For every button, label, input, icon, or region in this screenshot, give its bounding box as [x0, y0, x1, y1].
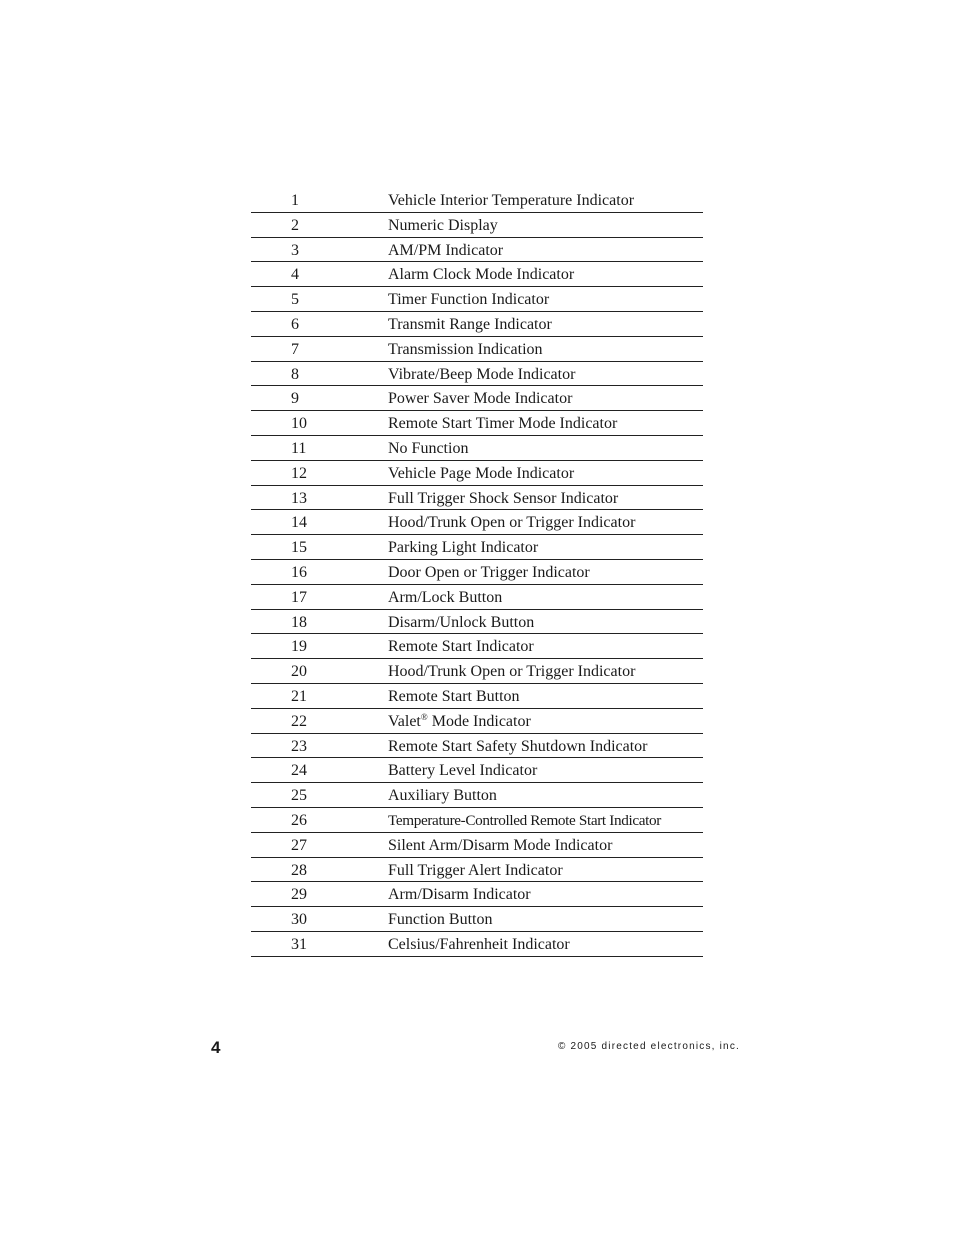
- item-number: 12: [291, 464, 307, 482]
- item-number: 11: [291, 439, 307, 457]
- item-label: Parking Light Indicator: [388, 539, 539, 557]
- legend-table: [251, 188, 703, 957]
- table-row: [251, 238, 703, 263]
- item-label: Arm/Disarm Indicator: [388, 886, 531, 904]
- item-number: 23: [291, 737, 307, 755]
- item-label: Vehicle Interior Temperature Indicator: [388, 192, 635, 209]
- item-number: 27: [291, 836, 307, 854]
- table-row: [251, 610, 703, 635]
- item-number: 15: [291, 539, 307, 557]
- item-number: 3: [291, 241, 299, 259]
- item-label: Alarm Clock Mode Indicator: [388, 266, 575, 284]
- table-row: [251, 907, 703, 932]
- registered-mark: ®: [420, 711, 428, 722]
- item-label: Disarm/Unlock Button: [388, 613, 535, 631]
- table-row: [251, 858, 703, 883]
- table-row: [251, 758, 703, 783]
- item-label: Transmit Range Indicator: [388, 315, 552, 333]
- item-label: Hood/Trunk Open or Trigger Indicator: [388, 663, 636, 681]
- table-row: [251, 461, 703, 486]
- item-label: Hood/Trunk Open or Trigger Indicator: [388, 514, 636, 532]
- item-number: 17: [291, 588, 307, 606]
- table-row: [251, 386, 703, 411]
- item-number: 24: [291, 762, 307, 780]
- table-row: [251, 734, 703, 759]
- item-number: 5: [291, 291, 299, 309]
- table-row: [251, 535, 703, 560]
- item-label: Power Saver Mode Indicator: [388, 390, 573, 408]
- table-row: [251, 783, 703, 808]
- table-row: [251, 585, 703, 610]
- item-number: 29: [291, 886, 307, 904]
- table-row: [251, 436, 703, 461]
- item-label-text: Valet: [388, 712, 421, 730]
- item-number: 8: [291, 365, 299, 383]
- copyright-notice: © 2005 directed electronics, inc.: [557, 1041, 740, 1052]
- item-number: 4: [291, 266, 299, 284]
- table-row: [251, 882, 703, 907]
- item-label: Vehicle Page Mode Indicator: [388, 464, 575, 482]
- item-number: 30: [291, 911, 307, 929]
- table-row: [251, 188, 703, 213]
- table-row: [251, 411, 703, 436]
- table-row: [251, 262, 703, 287]
- table-row: [251, 932, 703, 957]
- item-number: 1: [291, 192, 299, 209]
- table-row: [251, 337, 703, 362]
- table-row: [251, 833, 703, 858]
- table-row: [251, 486, 703, 511]
- item-label: [388, 713, 531, 731]
- item-label: Remote Start Timer Mode Indicator: [388, 415, 618, 433]
- item-label: Remote Start Safety Shutdown Indicator: [388, 737, 648, 755]
- item-label: Timer Function Indicator: [388, 291, 550, 309]
- item-number: 14: [291, 514, 307, 532]
- table-row: [251, 634, 703, 659]
- item-number: 9: [291, 390, 299, 408]
- item-label: Celsius/Fahrenheit Indicator: [388, 935, 570, 953]
- item-number: 20: [291, 663, 307, 681]
- item-label: Full Trigger Shock Sensor Indicator: [388, 489, 619, 507]
- table-row: [251, 287, 703, 312]
- item-number: 19: [291, 638, 307, 656]
- item-label: No Function: [388, 439, 469, 457]
- item-label: AM/PM Indicator: [388, 241, 504, 259]
- item-number: 25: [291, 787, 307, 805]
- item-label: Door Open or Trigger Indicator: [388, 563, 590, 581]
- item-number: 10: [291, 415, 307, 433]
- item-number: 28: [291, 861, 307, 879]
- item-label: Transmission Indication: [388, 340, 543, 358]
- item-label: Remote Start Button: [388, 687, 520, 705]
- item-number: 26: [291, 811, 307, 829]
- item-number: 31: [291, 935, 307, 953]
- item-number: 16: [291, 563, 307, 581]
- table-row: [251, 709, 703, 734]
- item-label: Arm/Lock Button: [388, 588, 503, 606]
- item-label: Numeric Display: [388, 216, 498, 234]
- item-label: Remote Start Indicator: [388, 638, 534, 656]
- table-row: [251, 808, 703, 833]
- table-row: [251, 312, 703, 337]
- item-label-text-rest: Mode Indicator: [427, 712, 531, 730]
- item-label: Auxiliary Button: [388, 787, 497, 805]
- item-label: Temperature-Controlled Remote Start Indicator: [388, 811, 661, 829]
- item-number: 18: [291, 613, 307, 631]
- item-number: 6: [291, 315, 299, 333]
- item-label: Silent Arm/Disarm Mode Indicator: [388, 836, 613, 854]
- item-label: Battery Level Indicator: [388, 762, 538, 780]
- item-label: Function Button: [388, 911, 493, 929]
- item-label: Vibrate/Beep Mode Indicator: [388, 365, 576, 383]
- table-row: [251, 510, 703, 535]
- item-number: 22: [291, 712, 307, 730]
- page-number: 4: [211, 1038, 221, 1057]
- table-row: [251, 684, 703, 709]
- table-row: [251, 659, 703, 684]
- item-number: 2: [291, 216, 299, 234]
- item-number: 21: [291, 687, 307, 705]
- item-label: Full Trigger Alert Indicator: [388, 861, 563, 879]
- item-number: 7: [291, 340, 299, 358]
- table-row: [251, 362, 703, 387]
- table-row: [251, 213, 703, 238]
- item-number: 13: [291, 489, 307, 507]
- table-row: [251, 560, 703, 585]
